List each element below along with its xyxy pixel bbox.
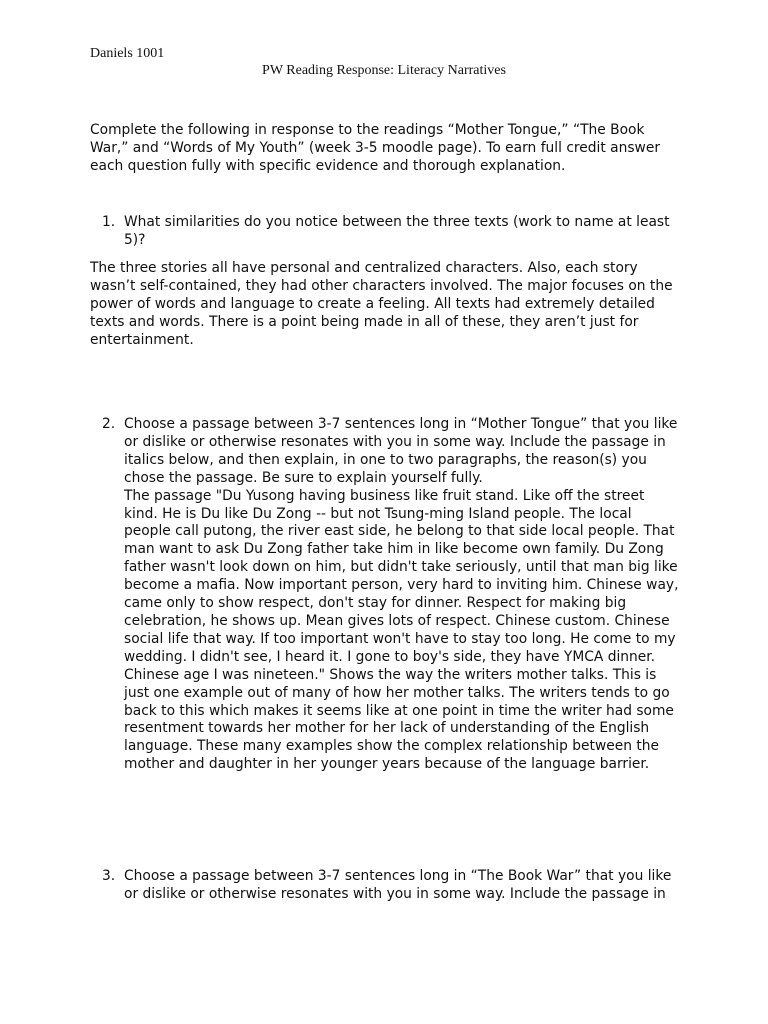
answer-2: The passage "Du Yusong having business like fruit stand. Like off the street kind. He is Du like Du Zong -- but not Tsung-ming Island people. The local people call putong, the river east side, he belong to that side local people. That man want to ask Du Zong father take him in like become own family. Du Zong father wasn't look down on him, but didn't take seriously, until that man big like become a mafia. Now important person, very hard to inviting him. Chinese way, came only to show respect, don't stay for dinner. Respect for making big celebration, he shows up. Mean gives lots of respect. Chinese custom. Chinese social life that way. If too important won't have to stay too long. He come to my wedding. I didn't see, I heard it. I gone to boy's side, they have YMCA dinner. Chinese age I was nineteen." Shows the way the writers mother talks. This is just one example out of many of how her mother talks. The writers tends to go back to this which makes it seems like at one point in time the writer had some resentment towards her mother for her lack of understanding of the English language. These many examples show the complex relationship between the mother and daughter in her younger years because of the language barrier. [124, 487, 679, 773]
question-3-number: 3. [102, 868, 116, 884]
answer-1: The three stories all have personal and centralized characters. Also, each story wasn’t self-contained, they had other characters involved. The major focuses on the power of words and language to create a feeling. All texts had extremely detailed texts and words. There is a point being made in all of these, they aren’t just for entertainment. [90, 260, 673, 348]
question-3 [90, 868, 690, 904]
question-1-number: 1. [102, 214, 116, 230]
question-3-text: Choose a passage between 3-7 sentences long in “The Book War” that you like or dislike or otherwise resonates with you in some way. Include the passage in [124, 868, 672, 902]
question-2 [90, 416, 690, 774]
question-2-number: 2. [102, 416, 116, 432]
question-1-text: What similarities do you notice between the three texts (work to name at least 5)? [124, 214, 670, 248]
header-course-label: Daniels 1001 [90, 46, 165, 61]
header-title: PW Reading Response: Literacy Narratives [262, 63, 506, 78]
question-1 [90, 214, 690, 250]
question-2-text: Choose a passage between 3-7 sentences long in “Mother Tongue” that you like or dislike or otherwise resonates with you in some way. Include the passage in italics below, and then explain, in one to two paragraphs, the reason(s) you chose the passage. Be sure to explain yourself fully. [124, 416, 678, 486]
intro-paragraph: Complete the following in response to the readings “Mother Tongue,” “The Book War,” and “Words of My Youth” (week 3-5 moodle page). To earn full credit answer each question fully with specific evidence and thorough explanation. [90, 122, 661, 174]
